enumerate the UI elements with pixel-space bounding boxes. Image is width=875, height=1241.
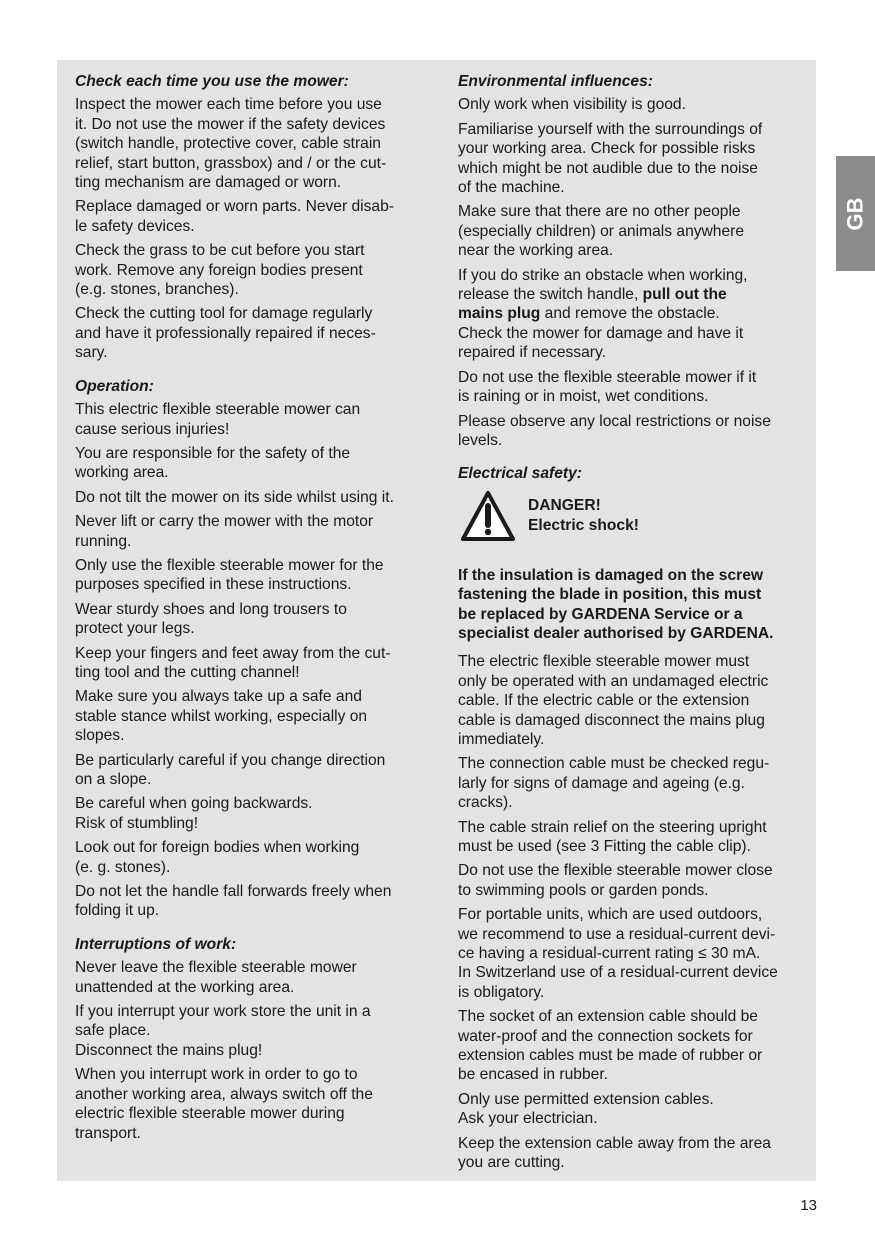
- paragraph: [458, 368, 808, 407]
- page-number: 13: [800, 1197, 817, 1214]
- text-line: sary.: [75, 344, 108, 362]
- text-line: must be used (see 3 Fitting the cable clip).: [458, 838, 751, 855]
- section-heading: Environmental influences:: [458, 73, 653, 90]
- text-line: cable. If the electric cable or the extension: [458, 692, 750, 710]
- paragraph: [75, 488, 425, 507]
- paragraph: [75, 556, 425, 595]
- paragraph: [75, 1065, 425, 1143]
- text-line: near the working area.: [458, 242, 614, 260]
- text-line: cable is damaged disconnect the mains plug: [458, 711, 765, 729]
- text-line: Check the mower for damage and have it: [458, 324, 744, 342]
- text-line: be encased in rubber.: [458, 1066, 608, 1084]
- text-line: This electric flexible steerable mower can: [75, 401, 361, 419]
- text-line: electric flexible steerable mower during: [75, 1105, 345, 1123]
- text-line: fastening the blade in position, this must: [458, 586, 762, 604]
- text-line: to swimming pools or garden ponds.: [458, 881, 709, 899]
- text-line: Look out for foreign bodies when working: [75, 839, 360, 857]
- text-line: Only use permitted extension cables.: [458, 1090, 714, 1108]
- paragraph: [458, 95, 808, 114]
- language-tab-label: GB: [842, 197, 868, 230]
- text-line: is raining or in moist, wet conditions.: [458, 388, 709, 406]
- text-line: and have it professionally repaired if neces-: [75, 324, 376, 342]
- text-line: protect your legs.: [75, 620, 195, 638]
- text-line: If the insulation is damaged on the screw: [458, 566, 763, 584]
- section-heading: Interruptions of work:: [75, 935, 237, 953]
- text-line: repaired if necessary.: [458, 344, 606, 362]
- text-line: Ask your electrician.: [458, 1110, 598, 1128]
- paragraph: [458, 818, 808, 857]
- section-heading: Electrical safety:: [458, 465, 582, 483]
- text-line: Only use the flexible steerable mower for the: [75, 556, 384, 574]
- paragraph: [75, 794, 425, 833]
- paragraph: [75, 1002, 425, 1060]
- text-line: we recommend to use a residual-current devi-: [458, 925, 776, 943]
- text-line: slopes.: [75, 727, 125, 745]
- left-column: [75, 72, 425, 1157]
- danger-title: DANGER!: [528, 496, 601, 514]
- text-line: Keep the extension cable away from the area: [458, 1134, 771, 1152]
- text-line: stable stance whilst working, especially on: [75, 707, 368, 725]
- paragraph: [75, 95, 425, 192]
- text-line: work. Remove any foreign bodies present: [75, 261, 363, 279]
- paragraph: [75, 444, 425, 483]
- text-line: (switch handle, protective cover, cable strain: [75, 135, 381, 153]
- text-line: of the machine.: [458, 179, 565, 197]
- insulation-notice: [458, 566, 808, 644]
- text-line: Keep your fingers and feet away from the cut-: [75, 644, 391, 662]
- text-line: unattended at the working area.: [75, 978, 295, 996]
- bold-text-run: pull out the: [642, 286, 727, 304]
- text-line: you are cutting.: [458, 1154, 565, 1172]
- section-operation: [75, 377, 425, 921]
- text-line: The electric flexible steerable mower must: [458, 653, 750, 671]
- text-line: larly for signs of damage and ageing (e.g.: [458, 774, 745, 792]
- text-line: The connection cable must be checked regu-: [458, 755, 770, 773]
- text-line: another working area, always switch off the: [75, 1085, 373, 1103]
- paragraph: [75, 400, 425, 439]
- text-line: on a slope.: [75, 771, 152, 788]
- text-line: (e. g. stones).: [75, 858, 171, 876]
- paragraph: [458, 266, 808, 363]
- text-line: Risk of stumbling!: [75, 814, 199, 832]
- text-line: ting tool and the cutting channel!: [75, 663, 300, 681]
- text-line: If you do strike an obstacle when working,: [458, 266, 748, 284]
- paragraph: [458, 1007, 808, 1085]
- paragraph: [75, 882, 425, 921]
- text-line: Replace damaged or worn parts. Never disab-: [75, 198, 394, 216]
- text-line: only be operated with an undamaged electric: [458, 672, 769, 690]
- text-line: For portable units, which are used outdoors,: [458, 906, 763, 924]
- section-check-mower: [75, 72, 425, 363]
- paragraph: [458, 1090, 808, 1129]
- text-line: Only work when visibility is good.: [458, 96, 686, 114]
- text-line: your working area. Check for possible risks: [458, 140, 756, 158]
- text-line: Be particularly careful if you change direction: [75, 751, 386, 769]
- text-run: and remove the obstacle.: [540, 305, 720, 323]
- text-line: Do not use the flexible steerable mower if it: [458, 368, 757, 386]
- paragraph: [458, 905, 808, 1002]
- text-line: When you interrupt work in order to go to: [75, 1066, 358, 1084]
- text-line: Do not tilt the mower on its side whilst using it.: [75, 488, 394, 506]
- text-line: Inspect the mower each time before you use: [75, 96, 382, 114]
- paragraph: [458, 861, 808, 900]
- text-line: ce having a residual-current rating ≤ 30 mA.: [458, 945, 761, 963]
- paragraph: [458, 120, 808, 198]
- danger-warning: [460, 490, 808, 542]
- paragraph: [458, 202, 808, 260]
- text-line: Check the cutting tool for damage regularly: [75, 305, 373, 323]
- text-line: folding it up.: [75, 902, 160, 920]
- section-interruptions: [75, 935, 425, 1143]
- text-run: release the switch handle,: [458, 286, 643, 304]
- text-line: The socket of an extension cable should be: [458, 1008, 758, 1026]
- text-line: Never lift or carry the mower with the motor: [75, 513, 374, 531]
- text-line: be replaced by GARDENA Service or a: [458, 605, 743, 623]
- danger-subtitle: Electric shock!: [528, 516, 639, 534]
- section-heading: Operation:: [75, 377, 154, 395]
- text-line: Do not let the handle fall forwards freely when: [75, 883, 392, 901]
- language-tab: [836, 156, 875, 271]
- text-line: Make sure you always take up a safe and: [75, 688, 362, 706]
- text-line: [458, 304, 808, 323]
- text-line: cause serious injuries!: [75, 420, 230, 438]
- paragraph: [75, 644, 425, 683]
- text-line: running.: [75, 532, 132, 550]
- text-line: which might be not audible due to the noise: [458, 159, 758, 177]
- text-line: Check the grass to be cut before you start: [75, 242, 365, 260]
- text-line: safe place.: [75, 1022, 151, 1040]
- text-line: (e.g. stones, branches).: [75, 281, 239, 299]
- paragraph: [458, 1134, 808, 1173]
- text-line: ting mechanism are damaged or worn.: [75, 174, 342, 192]
- text-line: transport.: [75, 1124, 141, 1142]
- text-line: Please observe any local restrictions or noise: [458, 412, 771, 430]
- paragraph: [75, 512, 425, 551]
- text-line: Never leave the flexible steerable mower: [75, 959, 357, 977]
- paragraph: [75, 241, 425, 299]
- text-line: le safety devices.: [75, 217, 195, 235]
- paragraph: [75, 600, 425, 639]
- text-line: working area.: [75, 464, 169, 482]
- paragraph: [458, 412, 808, 451]
- text-line: immediately.: [458, 730, 545, 748]
- paragraph: [75, 197, 425, 236]
- paragraph: [75, 958, 425, 997]
- paragraph: [458, 754, 808, 812]
- text-line: Be careful when going backwards.: [75, 795, 313, 813]
- text-line: Make sure that there are no other people: [458, 203, 741, 221]
- section-heading: Check each time you use the mower:: [75, 73, 349, 90]
- paragraph: [75, 687, 425, 745]
- danger-text: [528, 496, 639, 536]
- right-column: [458, 72, 808, 1187]
- section-environmental: [458, 72, 808, 450]
- text-line: water-proof and the connection sockets for: [458, 1027, 753, 1045]
- text-line: You are responsible for the safety of the: [75, 444, 351, 462]
- text-line: The cable strain relief on the steering upright: [458, 818, 767, 836]
- text-line: relief, start button, grassbox) and / or the cut-: [75, 154, 387, 172]
- text-line: purposes specified in these instructions.: [75, 576, 352, 594]
- text-line: In Switzerland use of a residual-current device: [458, 964, 778, 982]
- text-line: it. Do not use the mower if the safety devices: [75, 115, 386, 133]
- text-line: extension cables must be made of rubber or: [458, 1047, 763, 1065]
- text-line: is obligatory.: [458, 983, 545, 1001]
- paragraph: [75, 751, 425, 790]
- text-line: (especially children) or animals anywhere: [458, 222, 745, 240]
- text-line: levels.: [458, 431, 503, 449]
- warning-triangle-icon: [460, 490, 516, 542]
- paragraph: [458, 652, 808, 749]
- section-electrical: [458, 464, 808, 1172]
- text-line: Wear sturdy shoes and long trousers to: [75, 600, 347, 618]
- text-line: [458, 285, 808, 304]
- paragraph: [75, 304, 425, 362]
- text-line: If you interrupt your work store the unit in a: [75, 1003, 371, 1021]
- paragraph: [75, 838, 425, 877]
- text-line: specialist dealer authorised by GARDENA.: [458, 624, 774, 642]
- text-line: Familiarise yourself with the surroundings of: [458, 120, 763, 138]
- text-line: Do not use the flexible steerable mower close: [458, 862, 773, 880]
- text-line: Disconnect the mains plug!: [75, 1041, 263, 1059]
- text-line: cracks).: [458, 794, 513, 812]
- bold-text-run: mains plug: [458, 305, 541, 323]
